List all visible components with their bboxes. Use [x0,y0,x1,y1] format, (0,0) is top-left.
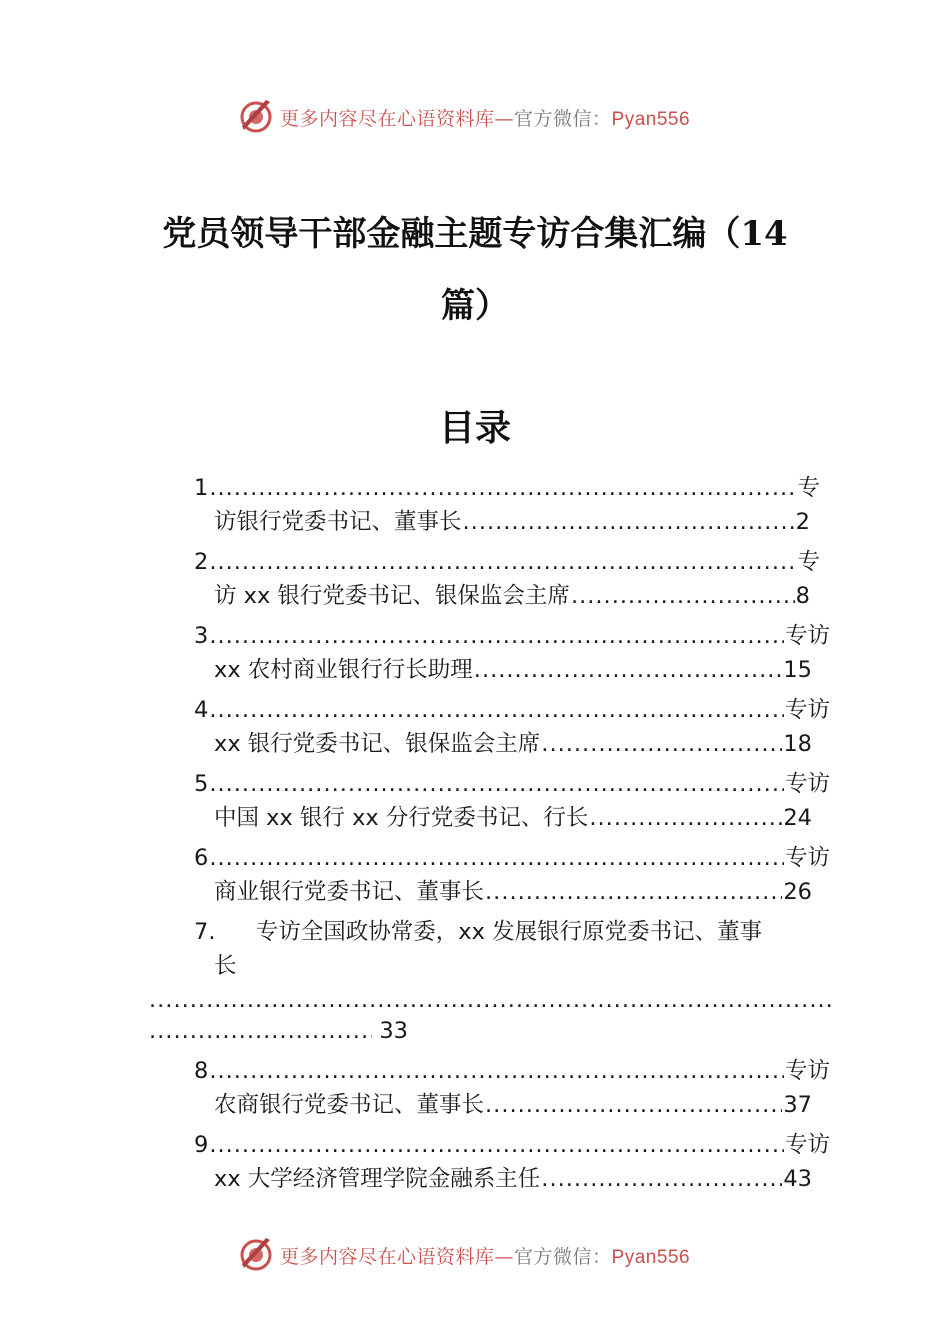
toc-leader-dots [474,655,783,685]
toc-entry-6[interactable] [194,843,830,873]
toc-entry-7-leader[interactable] [148,985,836,1015]
toc-entry-2-cont[interactable] [214,581,810,611]
toc-entry-9[interactable] [194,1130,830,1160]
toc-page-number: 26 [783,879,812,905]
toc-entry-8[interactable] [194,1056,830,1086]
toc-page-number: 18 [783,731,812,757]
toc-entry-4-cont[interactable] [214,729,812,759]
toc-number: 5 [194,771,209,797]
toc-entry-9-cont[interactable] [214,1164,812,1194]
toc-leader-dots [485,1090,782,1120]
toc-title-head: 专访 [784,623,830,649]
toc-leader-dots [209,695,784,725]
toc-leader-dots [463,507,795,537]
watermark-main: 更多内容尽在心语资料库— [280,1246,515,1268]
toc-number: 2 [194,549,209,575]
document-title-line1: 党员领导干部金融主题专访合集汇编（14 [162,214,788,254]
toc-page-number: 8 [795,583,810,609]
toc-leader-dots [541,1164,782,1194]
toc-number: 3 [194,623,209,649]
toc-number: 6 [194,845,209,871]
toc-title-head: 专访 [784,771,830,797]
toc-number: 8 [194,1058,209,1084]
toc-title: 访银行党委书记、董事长 [214,509,462,535]
toc-title-head: 专访 [784,845,830,871]
toc-entry-8-cont[interactable] [214,1090,812,1120]
toc-leader-dots [541,729,782,759]
toc-page-number: 37 [783,1092,812,1118]
toc-entry-3[interactable] [194,621,830,651]
toc-title: xx 大学经济管理学院金融系主任 [214,1166,541,1192]
toc-entry-6-cont[interactable] [214,877,812,907]
watermark-id: Pyan556 [611,109,691,130]
toc-entry-5[interactable] [194,769,830,799]
header-watermark [0,96,950,136]
toc-entry-7-cont: 长 [214,953,237,979]
toc-page-number: 24 [783,805,812,831]
toc-entry-7-page-row[interactable] [148,1016,408,1046]
toc-number: 1 [194,475,209,501]
toc-entry-4[interactable] [194,695,830,725]
toc-entry-1[interactable] [194,473,820,503]
toc-title: xx 农村商业银行行长助理 [214,657,473,683]
toc-title-head: 专 [797,475,820,501]
toc-number: 7. [194,919,216,945]
toc-entry-3-cont[interactable] [214,655,812,685]
toc-number: 4 [194,697,209,723]
toc-entry-7[interactable] [194,917,762,947]
toc-leader-dots [209,843,784,873]
watermark-text [280,1242,690,1269]
toc-heading: 目录 [438,407,511,449]
toc-entry-5-cont[interactable] [214,803,812,833]
watermark-wechat: 官方微信： [514,1246,612,1268]
toc-leader-dots [149,1016,372,1046]
toc-leader-dots [571,581,795,611]
toc-title: 中国 xx 银行 xx 分行党委书记、行长 [214,805,589,831]
toc-leader-dots [209,621,784,651]
toc-page-number: 33 [379,1018,408,1044]
toc-page-number: 43 [783,1166,812,1192]
toc-page-number: 15 [783,657,812,683]
toc-entry-1-cont[interactable] [214,507,810,537]
quill-seal-icon [236,96,276,136]
toc-title: 访 xx 银行党委书记、银保监会主席 [214,583,570,609]
toc-leader-dots [485,877,782,907]
toc-title: 农商银行党委书记、董事长 [214,1092,485,1118]
toc-leader-dots [209,1130,784,1160]
toc-leader-dots [209,547,796,577]
toc-title-head: 专 [797,549,820,575]
toc-leader-dots [149,985,835,1015]
toc-title: 专访全国政协常委，xx 发展银行原党委书记、董事 [255,919,763,945]
toc-leader-dots [209,473,796,503]
document-title-line2: 篇） [441,286,509,326]
toc-title-head: 专访 [784,1132,830,1158]
footer-watermark [0,1234,950,1274]
toc-title-head: 专访 [784,1058,830,1084]
watermark-text [280,104,690,131]
toc-leader-dots [209,1056,784,1086]
watermark-main: 更多内容尽在心语资料库— [280,108,515,130]
watermark-id: Pyan556 [611,1247,691,1268]
toc-number: 9 [194,1132,209,1158]
toc-entry-2[interactable] [194,547,820,577]
toc-leader-dots [589,803,782,833]
toc-title-head: 专访 [784,697,830,723]
quill-seal-icon [236,1234,276,1274]
toc-title: xx 银行党委书记、银保监会主席 [214,731,541,757]
toc-title: 商业银行党委书记、董事长 [214,879,485,905]
toc-page-number: 2 [795,509,810,535]
toc-leader-dots [209,769,784,799]
watermark-wechat: 官方微信： [514,108,612,130]
